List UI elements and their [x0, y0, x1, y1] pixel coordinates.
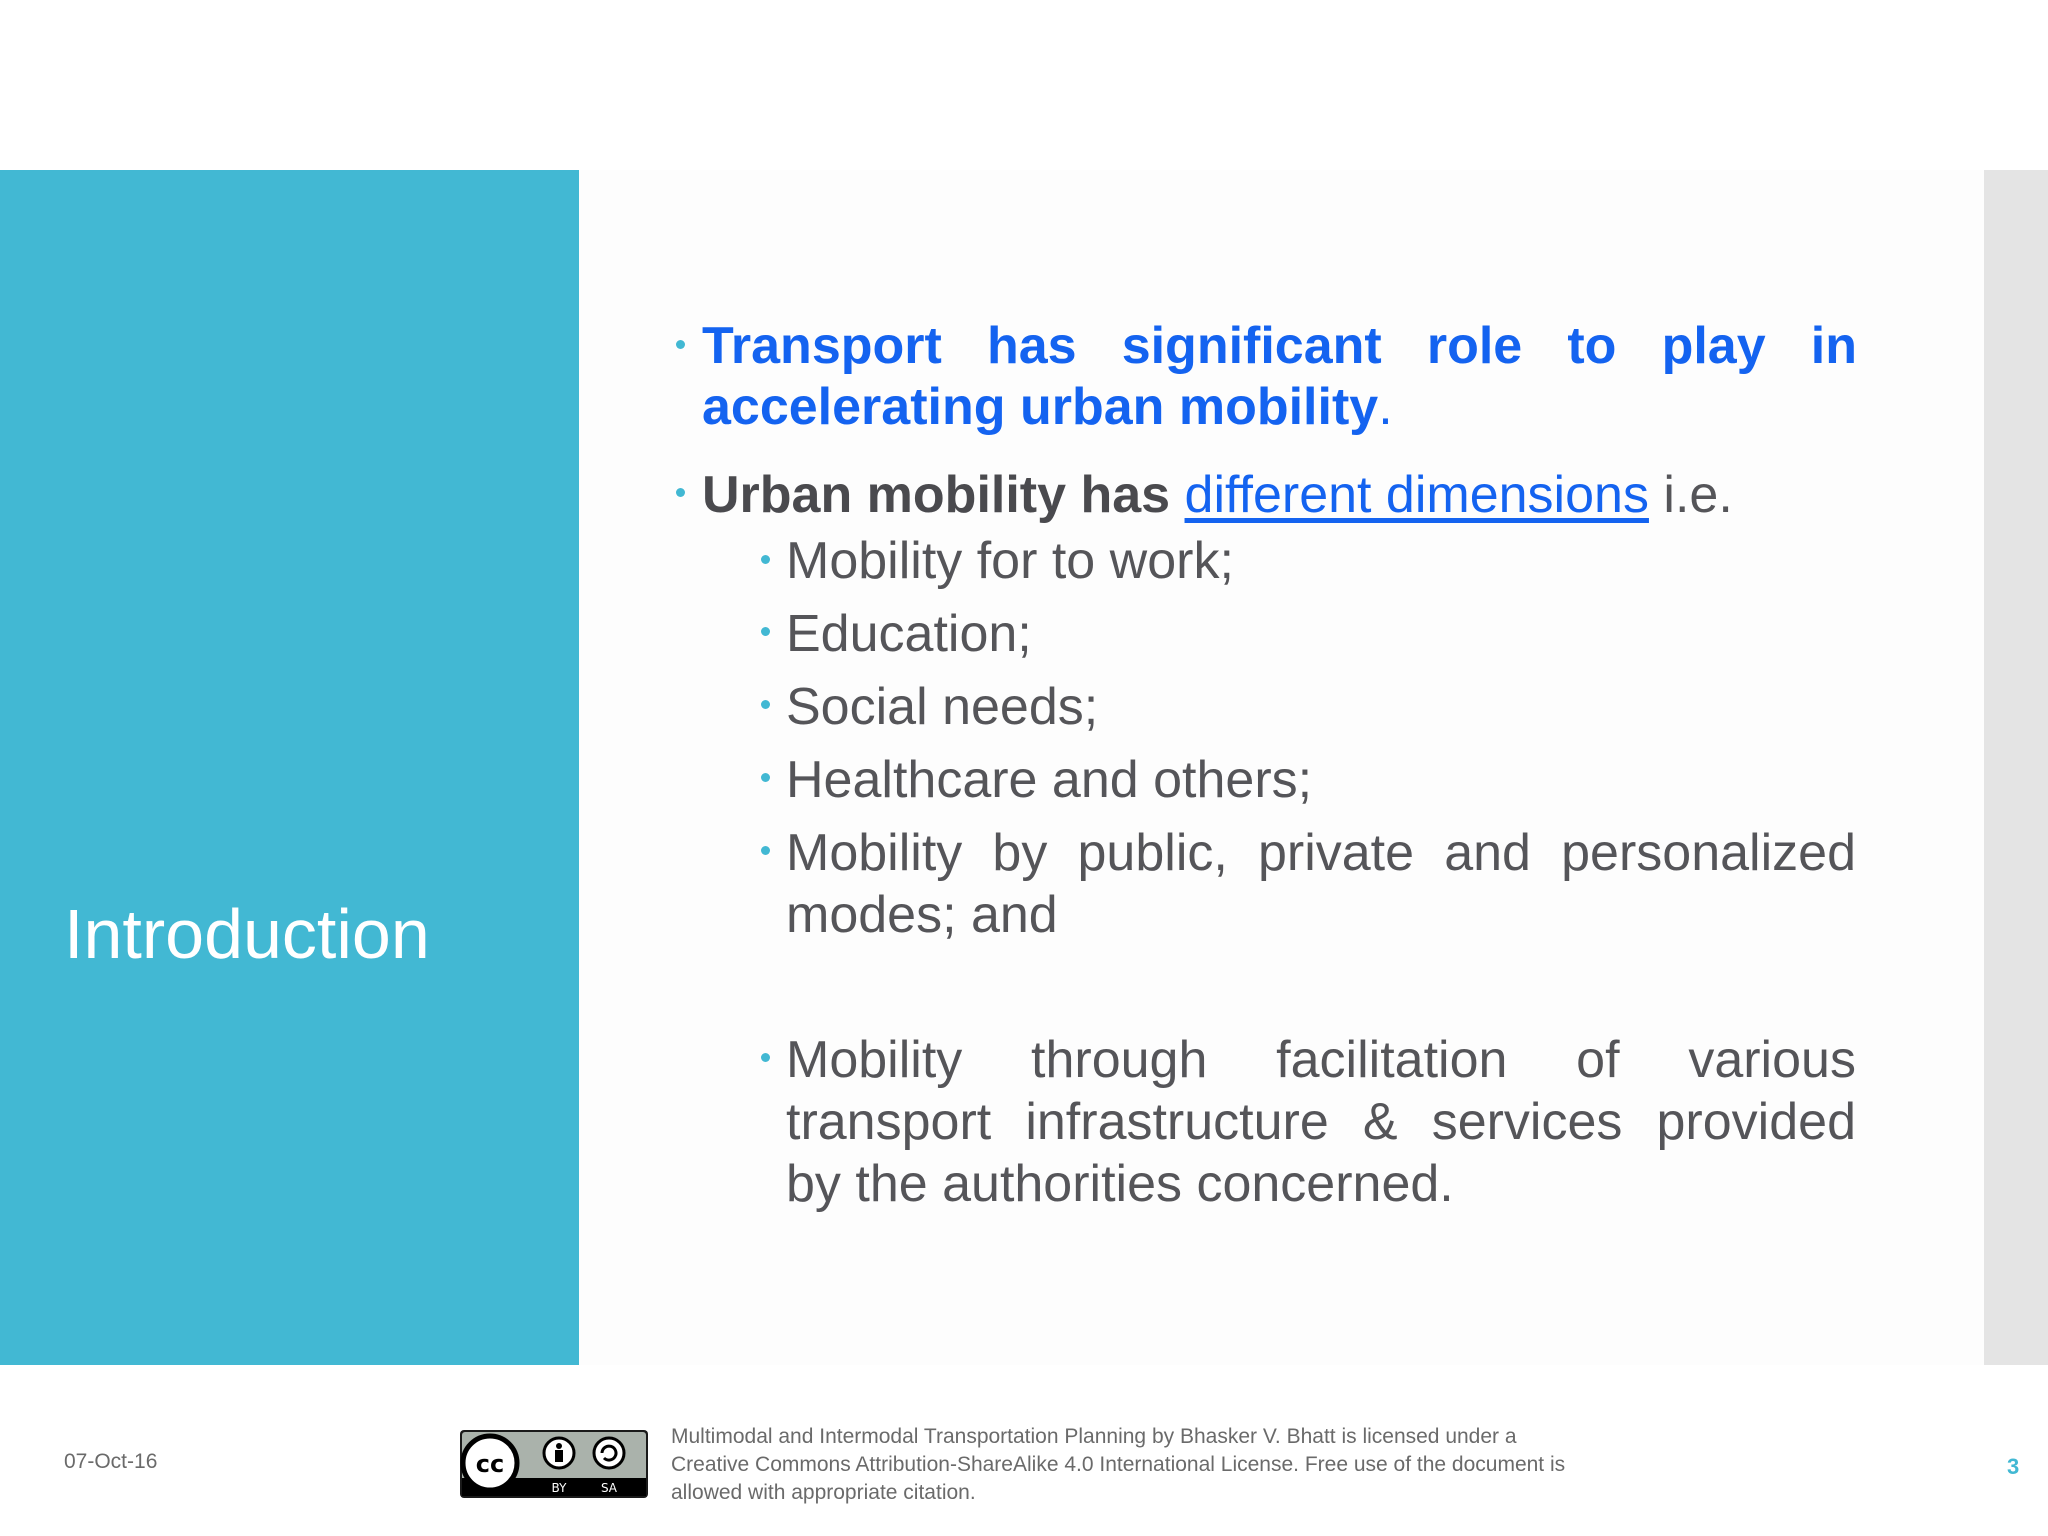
bullet-word: provided: [1656, 1093, 1856, 1151]
svg-text:SA: SA: [600, 1481, 618, 1495]
bullet-transport-line2: accelerating urban mobility.: [702, 378, 1393, 436]
slide: Introduction Transport has significant role to play in accelerating urban mobility. Urban mobility has different dimensions i.e. Mobility for to work; Education; Social needs; Healthcare and others; Mobility by public, private and personalized modes; and Mobility through facilitation of various transport infrastructure & services provided by the authorities concerned. 07-Oct-16 cc BY SA Multimodal and Intermodal Transportation Planning by Bhasker V. Bhatt is licensed under a Creative Commons Attribution-ShareAlike 4.0 International License. Free use of the document is allowed with appropriate citation. 3: [0, 0, 2048, 1536]
license-text: Multimodal and Intermodal Transportation Planning by Bhasker V. Bhatt is licensed under a Creative Commons Attribution-ShareAlike 4.0 International License. Free use of the document is allowed with appropriate citation.: [671, 1425, 1566, 1504]
bullet-word: to: [1567, 317, 1617, 375]
bullet-word: facilitation: [1276, 1031, 1508, 1089]
bullet-dot-icon: [676, 340, 685, 349]
bullet-dot-icon: [761, 627, 770, 636]
bullet-word: by: [992, 824, 1048, 882]
bullet-dot-icon: [761, 1053, 770, 1062]
bullet-word: Mobility: [786, 824, 963, 882]
sub-bullet-infrastructure-line1: [786, 1029, 1856, 1091]
bullet-dot-icon: [761, 773, 770, 782]
svg-text:BY: BY: [551, 1481, 567, 1495]
bullet-word: and: [1444, 824, 1531, 882]
bullet-dot-icon: [761, 700, 770, 709]
bullet-dot-icon: [676, 488, 685, 497]
bullet-transport-line1: [702, 315, 1857, 377]
sub-bullet-modes-line1: [786, 822, 1856, 884]
footer-date: 07-Oct-16: [64, 1450, 158, 1473]
bullet-word: role: [1426, 317, 1523, 375]
bullet-word: private: [1257, 824, 1415, 882]
bullet-word: transport: [786, 1093, 992, 1151]
bullet-word: infrastructure: [1025, 1093, 1329, 1151]
page-number: 3: [2007, 1454, 2020, 1479]
bullet-word: &: [1362, 1093, 1398, 1151]
title-panel: [0, 170, 579, 1365]
creative-commons-by-sa-icon[interactable]: [460, 1430, 648, 1498]
bullet-word: Transport: [702, 317, 942, 375]
different-dimensions-link[interactable]: different dimensions: [1184, 466, 1649, 524]
bullet-word: personalized: [1561, 824, 1856, 882]
bullet-word: of: [1576, 1031, 1620, 1089]
right-strip: [1984, 170, 2048, 1365]
bullet-word: Mobility: [786, 1031, 963, 1089]
sub-bullet-infrastructure-line2: [786, 1091, 1856, 1153]
bullet-word: significant: [1121, 317, 1382, 375]
bullet-word: public,: [1077, 824, 1228, 882]
bullet-word: services: [1431, 1093, 1623, 1151]
bullet-word: in: [1810, 317, 1857, 375]
bullet-word: through: [1031, 1031, 1208, 1089]
bullet-dot-icon: [761, 555, 770, 564]
svg-text:cc: cc: [475, 1450, 505, 1478]
slide-title: Introduction: [64, 895, 430, 973]
bullet-dot-icon: [761, 846, 770, 855]
bullet-word: has: [986, 317, 1077, 375]
bullet-urban-mobility-text: Urban mobility has different dimensions i.e.: [702, 466, 1733, 524]
bullet-word: various: [1688, 1031, 1856, 1089]
bullet-word: play: [1661, 317, 1766, 375]
